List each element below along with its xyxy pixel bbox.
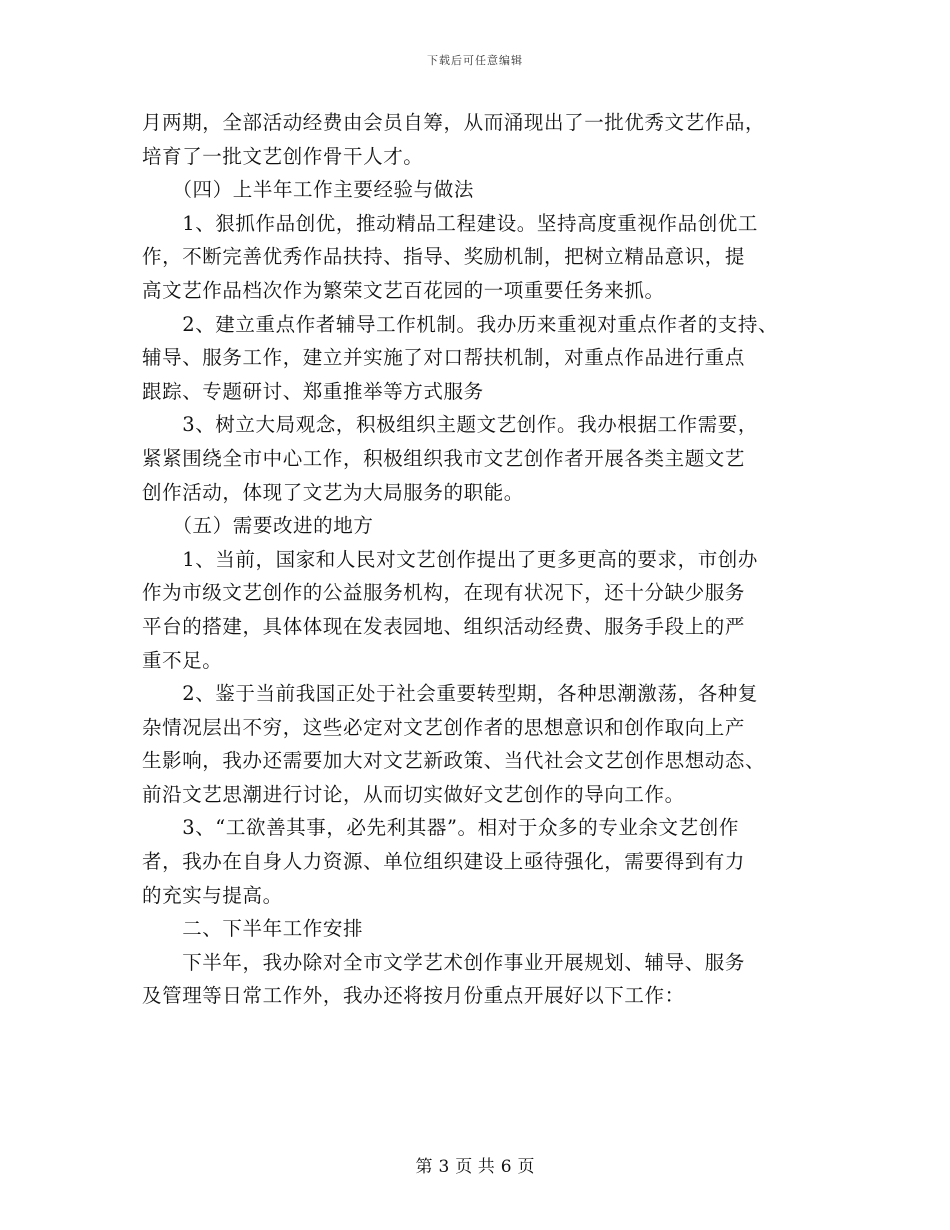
text-line: 1、狠抓作品创优，推动精品工程建设。坚持高度重视作品创优工 bbox=[142, 211, 759, 235]
text-line: 辅导、服务工作，建立并实施了对口帮扶机制，对重点作品进行重点 bbox=[142, 346, 746, 370]
section-heading: （四）上半年工作主要经验与做法 bbox=[142, 178, 474, 202]
page-header: 下载后可任意编辑 bbox=[427, 54, 523, 67]
text-line: 2、鉴于当前我国正处于社会重要转型期，各种思潮激荡，各种复 bbox=[142, 682, 759, 706]
text-line: 生影响，我办还需要加大对文艺新政策、当代社会文艺创作思想动态、 bbox=[142, 749, 766, 773]
text-line: 2、建立重点作者辅导工作机制。我办历来重视对重点作者的支持、 bbox=[142, 312, 779, 336]
text-line: 作为市级文艺创作的公益服务机构，在现有状况下，还十分缺少服务 bbox=[142, 581, 746, 605]
text-line: 高文艺作品档次作为繁荣文艺百花园的一项重要任务来抓。 bbox=[142, 278, 665, 302]
text-line: 跟踪、专题研讨、郑重推举等方式服务 bbox=[142, 379, 484, 403]
text-line: 创作活动，体现了文艺为大局服务的职能。 bbox=[142, 480, 524, 504]
text-line: 者，我办在自身人力资源、单位组织建设上亟待强化，需要得到有力 bbox=[142, 850, 746, 874]
text-line: 下半年，我办除对全市文学艺术创作事业开展规划、辅导、服务 bbox=[142, 950, 746, 974]
text-line: 杂情况层出不穷，这些必定对文艺创作者的思想意识和创作取向上产 bbox=[142, 715, 746, 739]
footer-suffix: 页 bbox=[517, 1157, 535, 1177]
text-line: 培育了一批文艺创作骨干人才。 bbox=[142, 144, 424, 168]
section-heading: （五）需要改进的地方 bbox=[142, 514, 374, 538]
text-line: 3、“工欲善其事，必先利其器”。相对于众多的专业余文艺创作 bbox=[142, 816, 739, 840]
text-line: 重不足。 bbox=[142, 648, 223, 672]
text-line: 平台的搭建，具体体现在发表园地、组织活动经费、服务手段上的严 bbox=[142, 614, 746, 638]
text-line: 前沿文艺思潮进行讨论，从而切实做好文艺创作的导向工作。 bbox=[142, 782, 685, 806]
page-number: 3 bbox=[438, 1157, 450, 1177]
page-footer bbox=[0, 1152, 950, 1177]
text-line: 3、树立大局观念，积极组织主题文艺创作。我办根据工作需要， bbox=[142, 413, 759, 437]
text-line: 及管理等日常工作外，我办还将按月份重点开展好以下工作： bbox=[142, 984, 685, 1008]
text-line: 作，不断完善优秀作品扶持、指导、奖励机制，把树立精品意识，提 bbox=[142, 245, 746, 269]
text-line: 月两期，全部活动经费由会员自筹，从而涌现出了一批优秀文艺作品， bbox=[142, 111, 766, 134]
footer-middle: 页 共 bbox=[455, 1157, 495, 1177]
document-body bbox=[142, 106, 822, 1013]
footer-prefix: 第 bbox=[415, 1157, 433, 1177]
text-line: 的充实与提高。 bbox=[142, 883, 283, 907]
page-total: 6 bbox=[500, 1157, 512, 1177]
section-heading: 二、下半年工作安排 bbox=[142, 917, 364, 941]
text-line: 紧紧围绕全市中心工作，积极组织我市文艺创作者开展各类主题文艺 bbox=[142, 446, 746, 470]
text-line: 1、当前，国家和人民对文艺创作提出了更多更高的要求，市创办 bbox=[142, 547, 759, 571]
